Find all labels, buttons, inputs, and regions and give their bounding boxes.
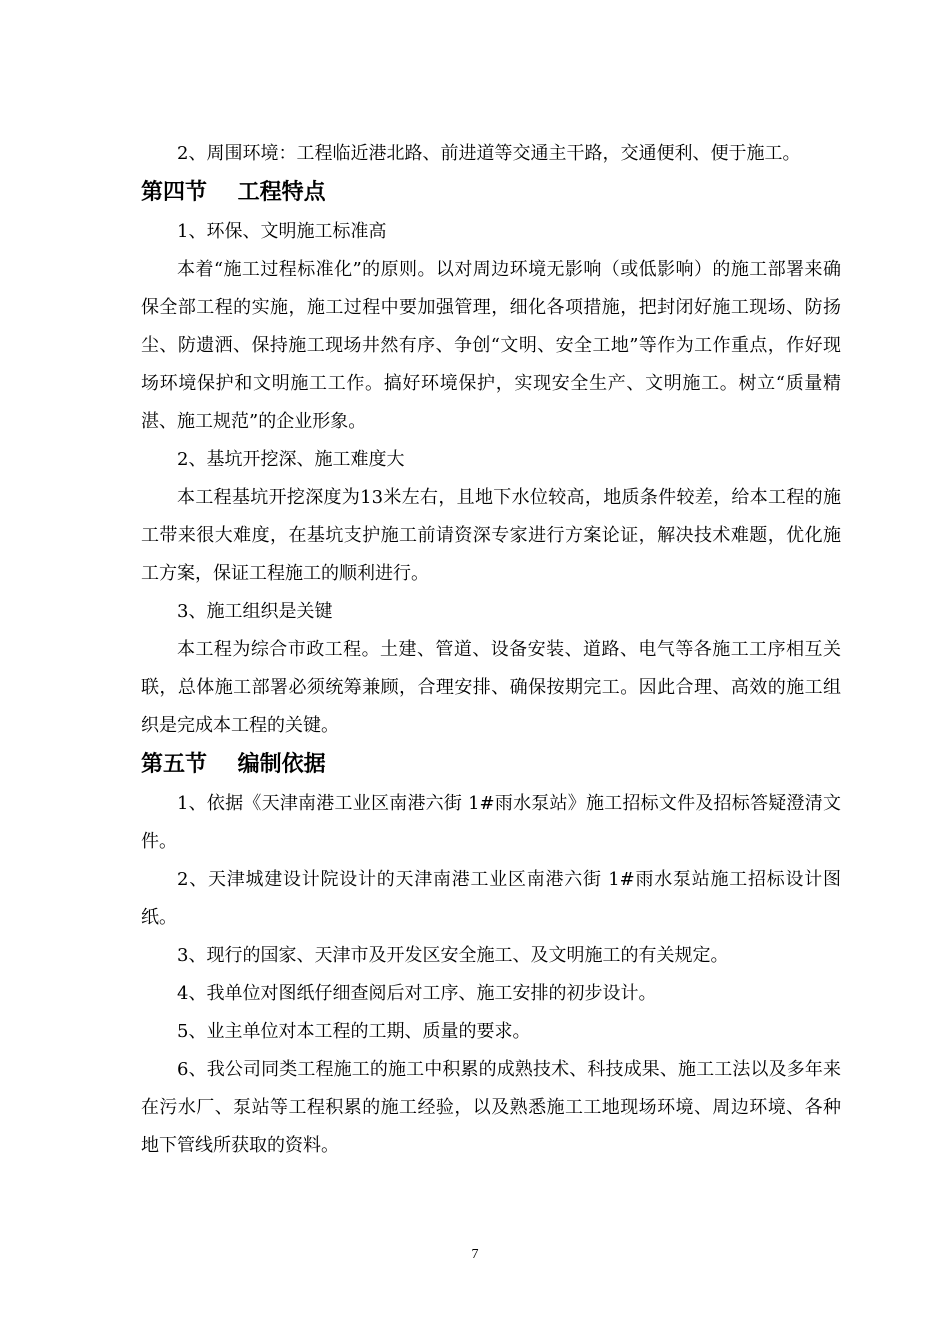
basis-2: 2、天津城建设计院设计的天津南港工业区南港六街 1#雨水泵站施工招标设计图纸。: [141, 869, 841, 928]
page-number: 7: [471, 1247, 479, 1262]
feature-1-title: 1、环保、文明施工标准高: [177, 221, 387, 242]
section-five-heading: 第五节 编制依据: [141, 752, 326, 777]
basis-3: 3、现行的国家、天津市及开发区安全施工、及文明施工的有关规定。: [177, 945, 729, 966]
feature-2-body: 本工程基坑开挖深度为13米左右，且地下水位较高，地质条件较差，给本工程的施工带来很大难度，在基坑支护施工前请资深专家进行方案论证，解决技术难题，优化施工方案，保证工程施工的顺利进行。: [141, 487, 841, 584]
basis-6: 6、我公司同类工程施工的施工中积累的成熟技术、科技成果、施工工法以及多年来在污水厂、泵站等工程积累的施工经验，以及熟悉施工工地现场环境、周边环境、各种地下管线所获取的资料。: [141, 1059, 841, 1156]
section-four-heading: 第四节 工程特点: [141, 180, 326, 205]
feature-1-body: 本着“施工过程标准化”的原则。以对周边环境无影响（或低影响）的施工部署来确保全部工程的实施，施工过程中要加强管理，细化各项措施，把封闭好施工现场、防扬尘、防遗洒、保持施工现场井然有序、争创“文明、安全工地”等作为工作重点，作好现场环境保护和文明施工工作。搞好环境保护，实现安全生产、文明施工。树立“质量精湛、施工规范”的企业形象。: [141, 259, 841, 432]
basis-1: 1、依据《天津南港工业区南港六街 1#雨水泵站》施工招标文件及招标答疑澄清文件。: [141, 793, 841, 852]
feature-2-title: 2、基坑开挖深、施工难度大: [177, 449, 405, 470]
basis-5: 5、业主单位对本工程的工期、质量的要求。: [177, 1021, 531, 1042]
feature-3-body: 本工程为综合市政工程。土建、管道、设备安装、道路、电气等各施工工序相互关联，总体施工部署必须统筹兼顾，合理安排、确保按期完工。因此合理、高效的施工组织是完成本工程的关键。: [141, 639, 841, 736]
basis-4: 4、我单位对图纸仔细查阅后对工序、施工安排的初步设计。: [177, 983, 657, 1004]
surroundings-paragraph: 2、周围环境：工程临近港北路、前进道等交通主干路，交通便利、便于施工。: [177, 143, 801, 164]
page-body: [141, 135, 841, 1165]
feature-3-title: 3、施工组织是关键: [177, 601, 333, 622]
